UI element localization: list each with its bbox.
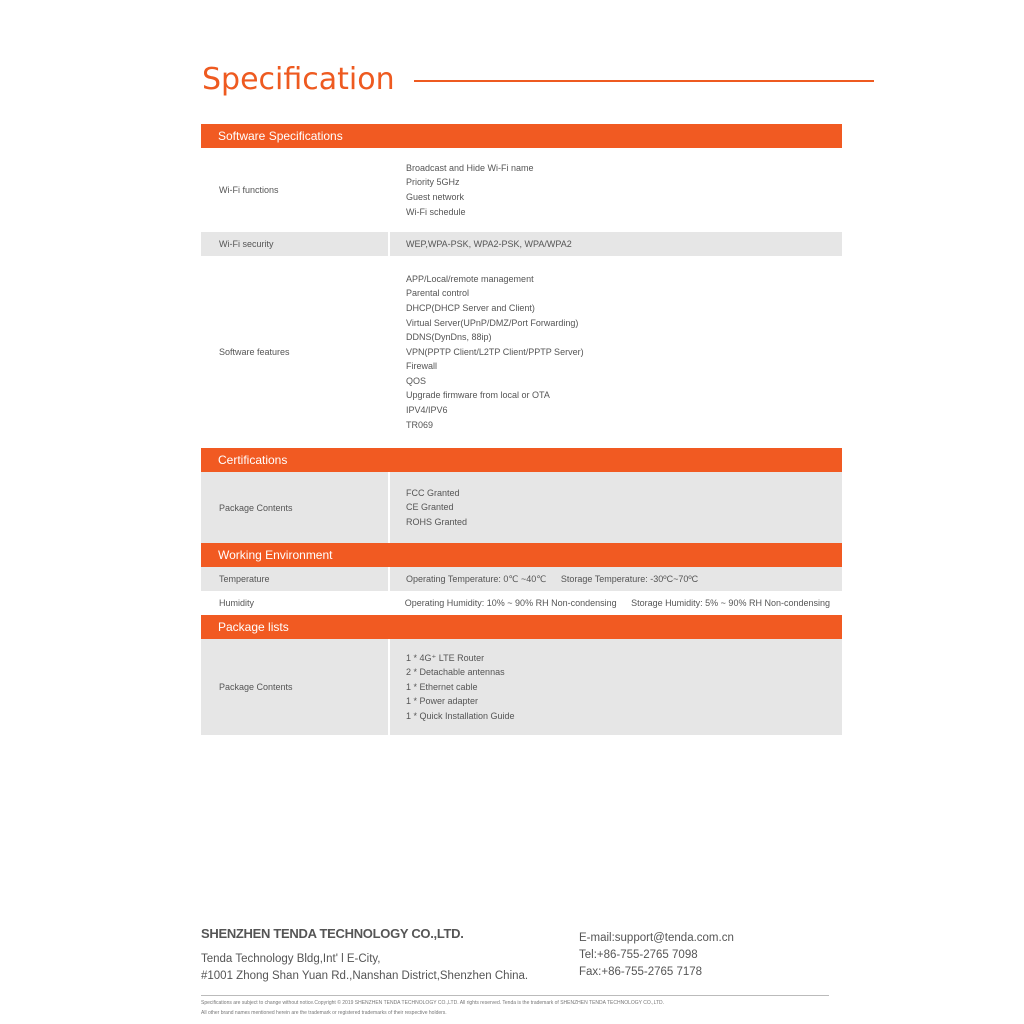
spec-row-package-contents [201,639,842,735]
section-header-working-environment: Working Environment [201,543,842,567]
spec-label: Humidity [219,598,255,608]
spec-value [388,472,842,543]
section-header-certifications: Certifications [201,448,842,472]
spec-value-line: Firewall [406,361,438,372]
footer-email: E-mail:support@tenda.com.cn [579,932,734,944]
spec-value-part: Operating Humidity: 10% ~ 90% RH Non-condensing [404,597,617,608]
spec-value-line: Broadcast and Hide Wi-Fi name [406,162,534,173]
spec-row-temperature [201,567,842,591]
title-divider [414,80,874,82]
spec-value-part: Operating Temperature: 0℃ ~40℃ [406,573,547,584]
page-title: Specification [202,62,395,97]
spec-value-line: QOS [406,375,427,386]
spec-label: Software features [219,347,290,357]
spec-value-line: 1 * Power adapter [406,696,479,707]
spec-value-line [405,596,842,611]
footer-company-name: SHENZHEN TENDA TECHNOLOGY CO.,LTD. [201,926,464,941]
spec-value-line: Parental control [406,288,470,299]
spec-value [387,591,842,615]
spec-value [388,639,842,735]
footer-fax: Fax:+86-755-2765 7178 [579,966,703,978]
spec-table [201,124,842,735]
spec-value-line: TR069 [406,419,434,430]
section-header-software: Software Specifications [201,124,842,148]
spec-value-line: 1 * Ethernet cable [406,681,478,692]
spec-label: Package Contents [219,502,293,513]
spec-value [388,256,842,448]
spec-value-line: Guest network [406,192,465,202]
spec-value-line: 1 * 4G⁺ LTE Router [406,652,485,663]
spec-value-line: Virtual Server(UPnP/DMZ/Port Forwarding) [406,317,579,328]
spec-label: Wi-Fi functions [219,185,279,195]
spec-value-line: DHCP(DHCP Server and Client) [406,302,535,313]
spec-value-line: Upgrade firmware from local or OTA [406,390,550,401]
spec-value-line: CE Granted [406,502,454,513]
spec-value-line: APP/Local/remote management [406,273,534,284]
spec-value-line: Priority 5GHz [406,177,460,188]
spec-value-part: Storage Humidity: 5% ~ 90% RH Non-condensing [631,597,830,608]
spec-row-humidity [201,591,842,615]
spec-row-wifi-functions [201,148,842,232]
footer-tel: Tel:+86-755-2765 7098 [579,949,698,961]
footer-contact [579,930,734,981]
spec-value-line: FCC Granted [406,487,460,498]
spec-row-software-features [201,256,842,448]
footer-fine-print-line: Specifications are subject to change without notice.Copyright © 2019 SHENZHEN TENDA TECHNOLOGY CO.,LTD. All rights reserved. Tenda is the trademark of SHENZHEN TENDA TECHNOLOGY CO.,LTD. [201,1000,665,1006]
spec-value-line [406,572,842,587]
spec-value-line: Wi-Fi schedule [406,206,466,217]
footer-address [201,951,528,985]
spec-value-line: VPN(PPTP Client/L2TP Client/PPTP Server) [406,346,584,357]
footer-divider [201,995,829,996]
spec-value-line: WEP,WPA-PSK, WPA2-PSK, WPA/WPA2 [406,238,572,249]
spec-row-certifications [201,472,842,543]
section-header-package-lists: Package lists [201,615,842,639]
spec-value-line: ROHS Granted [406,516,468,527]
spec-value-line: 1 * Quick Installation Guide [406,710,515,721]
footer-address-line: Tenda Technology Bldg,Int' l E-City, [201,953,381,965]
spec-label: Temperature [219,574,270,584]
spec-value [388,567,842,591]
spec-value-line: DDNS(DynDns, 88ip) [406,332,492,343]
spec-value-line: 2 * Detachable antennas [406,667,505,678]
spec-value [388,232,842,256]
spec-label: Wi-Fi security [219,239,274,249]
spec-row-wifi-security [201,232,842,256]
spec-value [388,148,842,232]
spec-value-part: Storage Temperature: -30ºC~70ºC [560,573,699,584]
footer-fine-print-line: All other brand names mentioned herein are the trademark or registered trademarks of their respective holders. [201,1009,447,1016]
spec-label: Package Contents [219,682,293,692]
footer-address-line: #1001 Zhong Shan Yuan Rd.,Nanshan District,Shenzhen China. [201,970,529,982]
spec-value-line: IPV4/IPV6 [406,405,448,416]
footer-fine-print [201,999,664,1018]
